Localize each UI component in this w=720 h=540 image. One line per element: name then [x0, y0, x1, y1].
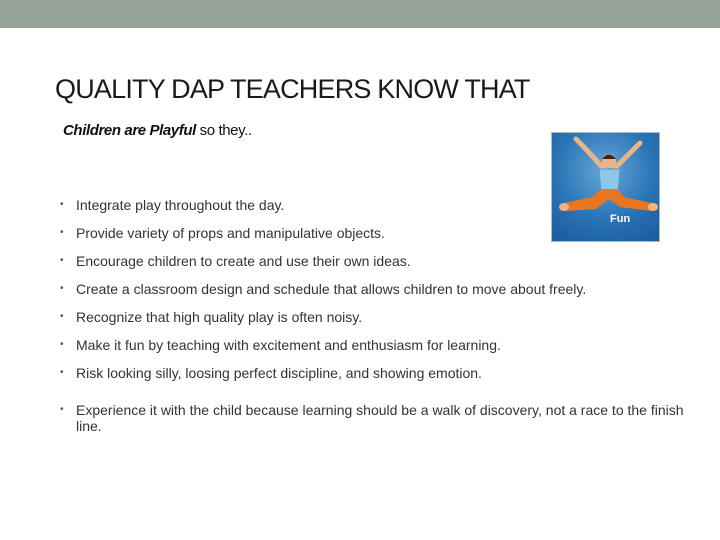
bullet-item: • Integrate play throughout the day. [60, 197, 690, 213]
slide-title: QUALITY DAP TEACHERS KNOW THAT [55, 74, 530, 104]
bullet-item: • Provide variety of props and manipulative objects. [60, 225, 690, 241]
subtitle-emphasis: Children are Playful [63, 122, 196, 139]
bullet-item: • Recognize that high quality play is often noisy. [60, 309, 690, 325]
top-accent-bar [0, 0, 720, 28]
bullet-item: • Encourage children to create and use their own ideas. [60, 253, 690, 269]
bullet-item: • Risk looking silly, loosing perfect discipline, and showing emotion. [60, 365, 690, 381]
bullet-item: • Experience it with the child because learning should be a walk of discovery, not a race to the finish line. [60, 402, 690, 434]
photo-caption: Fun [610, 213, 631, 225]
bullet-item: • Make it fun by teaching with excitement and enthusiasm for learning. [60, 337, 690, 353]
slide-subtitle [63, 122, 252, 139]
subtitle-rest: so they.. [195, 122, 252, 139]
bullet-item: • Create a classroom design and schedule that allows children to move about freely. [60, 281, 690, 297]
